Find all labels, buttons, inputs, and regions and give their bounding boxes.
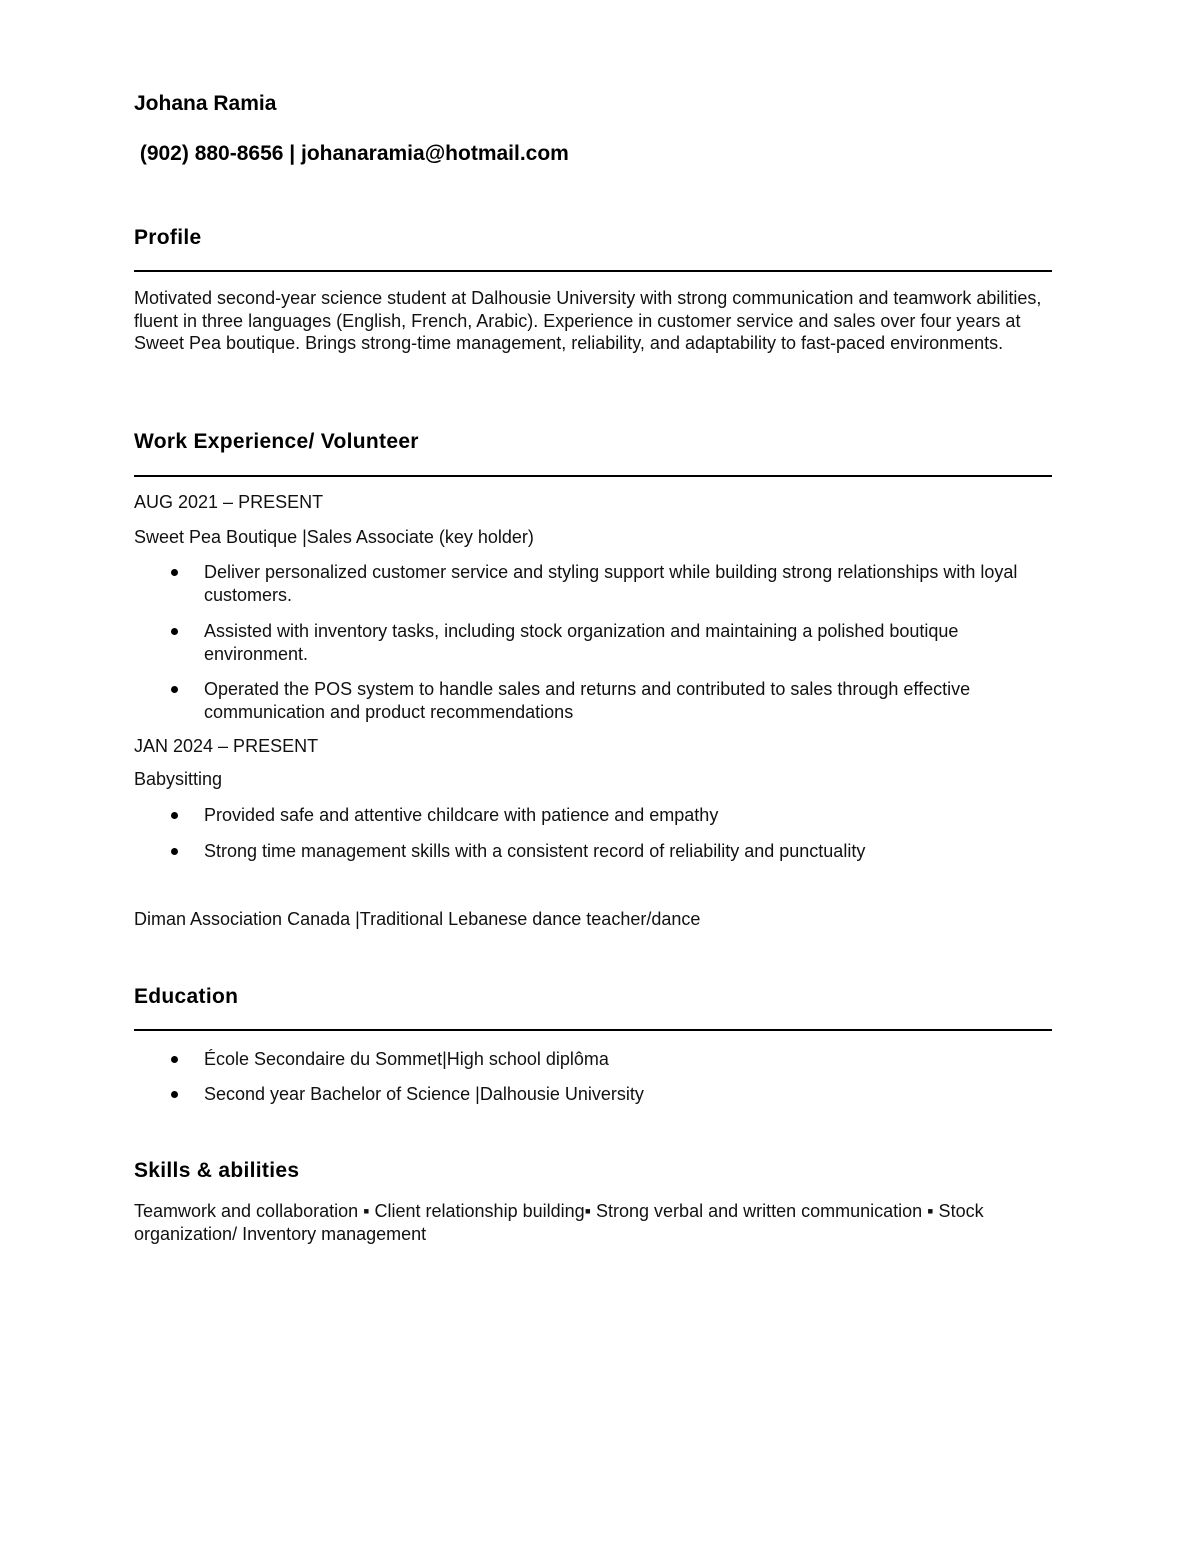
profile-divider <box>134 270 1052 272</box>
bullet-text: Deliver personalized customer service and styling support while building strong relationships with loyal customers. <box>204 562 1018 605</box>
list-item <box>134 1048 1054 1071</box>
profile-text: Motivated second-year science student at Dalhousie University with strong communication and teamwork abilities, fluent in three languages (English, French, Arabic). Experience in customer service and sales over four years at Sweet Pea boutique. Brings strong-time management, reliability, and adaptability to fast-paced environments. <box>134 288 1042 353</box>
job-title: Babysitting <box>134 769 223 789</box>
list-item <box>134 678 1054 723</box>
bullet-icon <box>171 848 178 855</box>
education-divider <box>134 1029 1052 1031</box>
job-title: Sweet Pea Boutique |Sales Associate (key holder) <box>134 527 534 547</box>
list-item <box>134 561 1054 606</box>
skills-heading: Skills & abilities <box>134 1159 300 1182</box>
volunteer-entry: Diman Association Canada |Traditional Lebanese dance teacher/dance <box>134 909 701 929</box>
bullet-icon <box>171 628 178 635</box>
bullet-text: Second year Bachelor of Science |Dalhousie University <box>204 1084 644 1104</box>
profile-heading: Profile <box>134 226 202 249</box>
contact-line: (902) 880-8656 | johanaramia@hotmail.com <box>134 142 569 165</box>
bullet-icon <box>171 569 178 576</box>
bullet-text: Strong time management skills with a consistent record of reliability and punctuality <box>204 841 866 861</box>
list-item <box>134 840 1054 863</box>
candidate-name: Johana Ramia <box>134 92 277 115</box>
bullet-icon <box>171 1056 178 1063</box>
job-dates: AUG 2021 – PRESENT <box>134 492 324 512</box>
bullet-text: Provided safe and attentive childcare with patience and empathy <box>204 805 719 825</box>
bullet-icon <box>171 686 178 693</box>
list-item <box>134 1083 1054 1106</box>
skills-text: Teamwork and collaboration ▪ Client relationship building▪ Strong verbal and written communication ▪ Stock organization/ Inventory management <box>134 1201 984 1244</box>
list-item <box>134 620 1054 665</box>
bullet-icon <box>171 1091 178 1098</box>
bullet-text: École Secondaire du Sommet|High school diplôma <box>204 1049 609 1069</box>
job-dates: JAN 2024 – PRESENT <box>134 736 319 756</box>
list-item <box>134 804 1054 827</box>
work-heading: Work Experience/ Volunteer <box>134 430 419 453</box>
bullet-icon <box>171 812 178 819</box>
education-heading: Education <box>134 985 239 1008</box>
bullet-text: Assisted with inventory tasks, including stock organization and maintaining a polished boutique environment. <box>204 621 959 664</box>
bullet-text: Operated the POS system to handle sales and returns and contributed to sales through effective communication and product recommendations <box>204 679 971 722</box>
work-divider <box>134 475 1052 477</box>
